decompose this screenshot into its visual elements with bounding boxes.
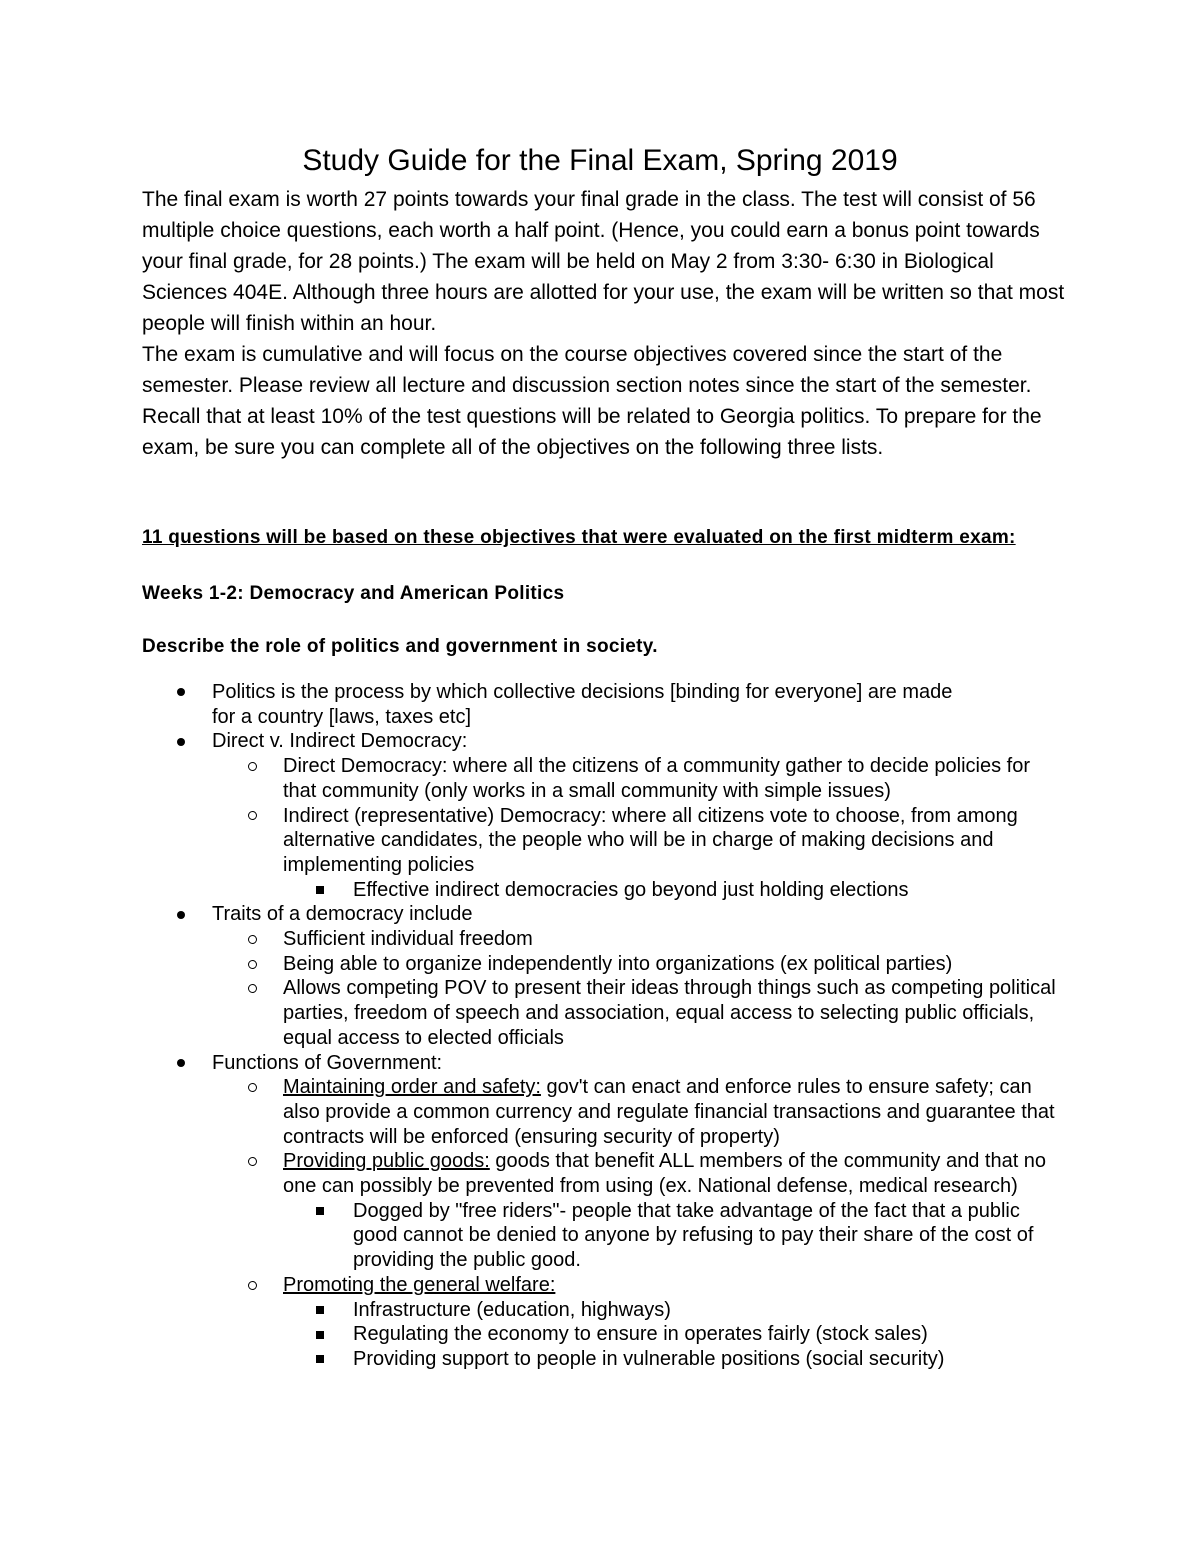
hollow-bullet-icon [248, 927, 257, 952]
filled-bullet-icon [177, 680, 185, 705]
section-heading: 11 questions will be based on these objectives that were evaluated on the first midterm exam: [142, 527, 1016, 548]
square-bullet-icon [316, 1298, 324, 1323]
list-item: Dogged by "free riders"- people that take advantage of the fact that a public good cannot be denied to anyone by refusing to pay their share of the cost of providing the public good. [0, 1199, 1200, 1273]
filled-bullet-icon [177, 1051, 185, 1076]
intro-paragraph-1: The final exam is worth 27 points towards your final grade in the class. The test will consist of 56 multiple choice questions, each worth a half point. (Hence, you could earn a bonus point towards your final grade, for 28 points.) The exam will be held on May 2 from 3:30- 6:30 in Biological Sciences 404E. Although three hours are allotted for your use, the exam will be written so that most people will finish within an hour. [142, 188, 1065, 335]
list-item: Politics is the process by which collective decisions [binding for everyone] are made for a country [laws, taxes etc] [0, 680, 1200, 729]
list-item: Providing public goods: goods that benefit ALL members of the community and that no one can possibly be prevented from using (ex. National defense, medical research) [0, 1149, 1200, 1198]
document-title: Study Guide for the Final Exam, Spring 2019 [302, 144, 898, 177]
list-item: Direct Democracy: where all the citizens of a community gather to decide policies for that community (only works in a small community with simple issues) [0, 754, 1200, 803]
list-item: Indirect (representative) Democracy: where all citizens vote to choose, from among alternative candidates, the people who will be in charge of making decisions and implementing policies [0, 804, 1200, 878]
list-item: Direct v. Indirect Democracy: [0, 729, 1200, 754]
hollow-bullet-icon [248, 1149, 257, 1174]
list-item: Traits of a democracy include [0, 902, 1200, 927]
list-item [0, 1273, 1200, 1298]
list-item: Providing support to people in vulnerable positions (social security) [0, 1347, 1200, 1372]
objective-heading: Describe the role of politics and government in society. [142, 636, 658, 657]
square-bullet-icon [316, 1199, 324, 1224]
hollow-bullet-icon [248, 754, 257, 779]
list-item: Sufficient individual freedom [0, 927, 1200, 952]
weeks-heading: Weeks 1-2: Democracy and American Politics [142, 583, 565, 604]
square-bullet-icon [316, 1322, 324, 1347]
square-bullet-icon [316, 1347, 324, 1372]
square-bullet-icon [316, 878, 324, 903]
list-item: Infrastructure (education, highways) [0, 1298, 1200, 1323]
filled-bullet-icon [177, 902, 185, 927]
objective-outline [0, 680, 1200, 1372]
hollow-bullet-icon [248, 1273, 257, 1298]
list-item: Effective indirect democracies go beyond just holding elections [0, 878, 1200, 903]
public-goods-label: Providing public goods: [283, 1150, 490, 1173]
list-item: Being able to organize independently into organizations (ex political parties) [0, 952, 1200, 977]
hollow-bullet-icon [248, 1075, 257, 1100]
list-item: Maintaining order and safety: gov't can enact and enforce rules to ensure safety; can also provide a common currency and regulate financial transactions and guarantee that contracts will be enforced (ensuring security of property) [0, 1075, 1200, 1149]
welfare-label: Promoting the general welfare: [283, 1273, 556, 1296]
list-item: Regulating the economy to ensure in operates fairly (stock sales) [0, 1322, 1200, 1347]
filled-bullet-icon [177, 729, 185, 754]
order-label: Maintaining order and safety: [283, 1076, 541, 1099]
intro-paragraph-2: The exam is cumulative and will focus on the course objectives covered since the start of the semester. Please review all lecture and discussion section notes since the start of the semester. Recall that at least 10% of the test questions will be related to Georgia politics. To prepare for the exam, be sure you can complete all of the objectives on the following three lists. [142, 343, 1042, 459]
list-item: Allows competing POV to present their ideas through things such as competing political parties, freedom of speech and association, equal access to selecting public officials, equal access to elected officials [0, 976, 1200, 1050]
list-item: Functions of Government: [0, 1051, 1200, 1076]
hollow-bullet-icon [248, 804, 257, 829]
hollow-bullet-icon [248, 976, 257, 1001]
hollow-bullet-icon [248, 952, 257, 977]
